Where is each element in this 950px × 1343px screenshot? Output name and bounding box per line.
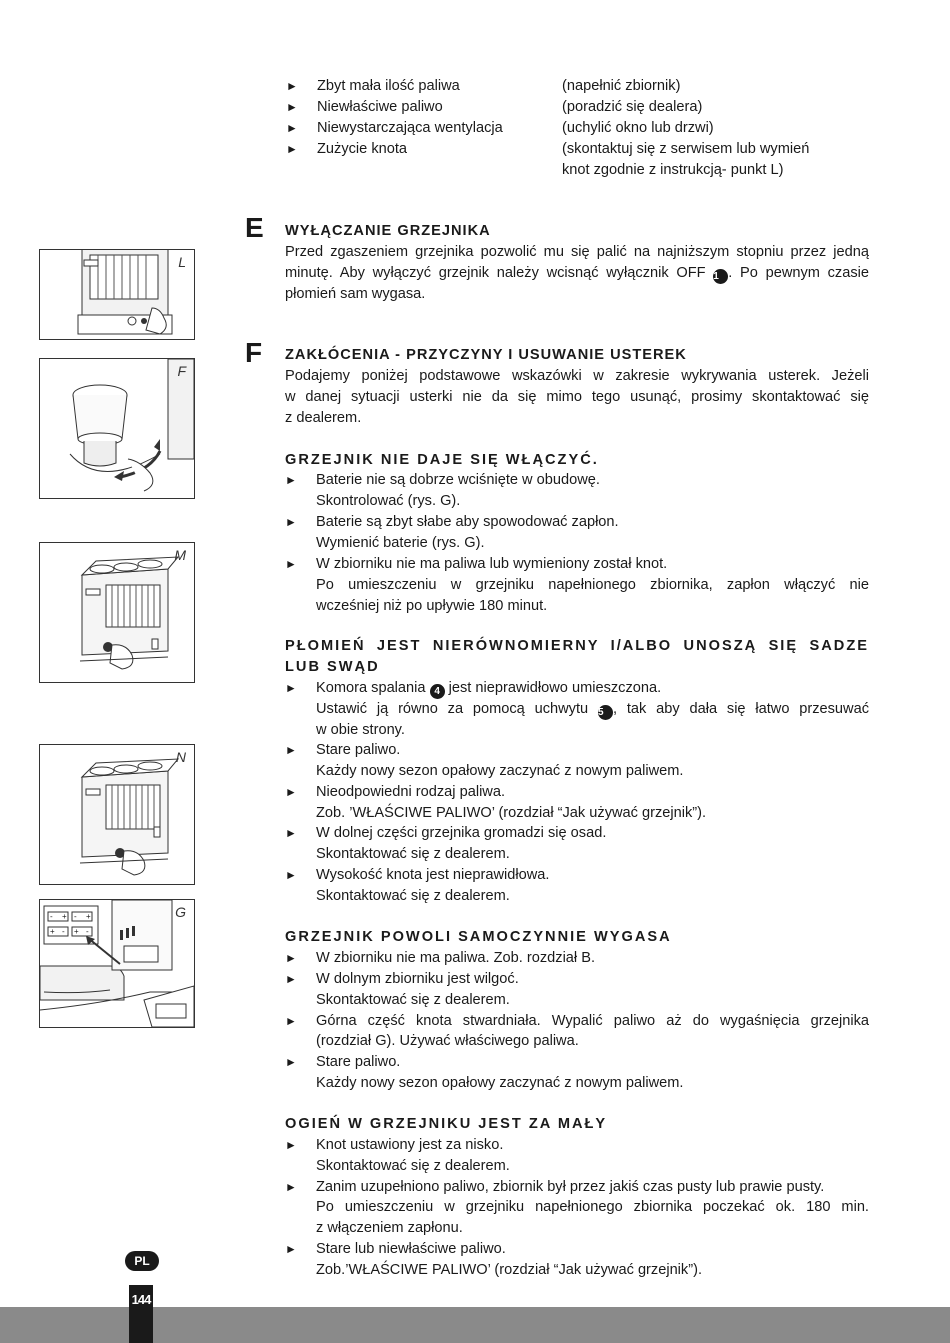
cause-text: Zużycie knota [317,141,408,157]
heater-illustration-l [40,250,194,339]
bullet-arrow-icon: ► [285,473,297,487]
figure-g [39,899,195,1028]
bullet-text: W dolnym zbiorniku jest wilgoć. [316,971,519,987]
bullet-subtext: Skontaktować się z dealerem. [316,846,510,862]
remedy-text: (uchylić okno lub drzwi) [562,120,714,136]
battery-plus-label: + [86,912,91,921]
bullet-text: Stare paliwo. [316,1054,401,1070]
battery-plus-label: + [62,912,67,921]
subsection-title: LUB SWĄD [285,659,380,675]
section-f-line: w danej sytuacji usterki nie da się mimo tego usunąć, prosimy skontaktować się [285,389,869,405]
bullet-arrow-icon: ► [285,1138,297,1152]
figure-label: F [177,363,186,379]
section-e-text: . Po pewnym czasie [728,265,870,281]
remedy-text: (napełnić zbiornik) [562,78,681,94]
subsection-title: GRZEJNIK POWOLI SAMOCZYNNIE WYGASA [285,929,672,945]
bullet-subtext: z włączeniem zapłonu. [316,1220,463,1236]
bullet-arrow-icon: ► [286,100,298,114]
battery-minus-label: - [74,912,77,921]
bullet-subtext: w obie strony. [316,722,405,738]
bullet-text: Nieodpowiedni rodzaj paliwa. [316,784,506,800]
figure-f [39,358,195,499]
bullet-arrow-icon: ► [285,515,297,529]
bullet-arrow-icon: ► [285,1242,297,1256]
figure-label: L [178,254,186,270]
bullet-text-part: , tak aby dała się łatwo przesuwać [612,701,870,717]
figure-label: N [175,749,186,765]
bullet-subtext: Zob.’WŁAŚCIWE PALIWO’ (rozdział “Jak używać grzejnik”). [316,1262,702,1278]
page-number: 144 [131,1292,151,1307]
bullet-text: W dolnej części grzejnika gromadzi się osad. [316,825,607,841]
bullet-subtext: (rozdział G). Używać właściwego paliwa. [316,1033,579,1049]
battery-minus-label: - [62,927,65,936]
subsection-title: PŁOMIEŃ JEST NIERÓWNOMIERNY I/ALBO UNOSZĄ SIĘ SADZE [285,638,869,654]
battery-minus-label: - [86,927,89,936]
bullet-subtext: Skontaktować się z dealerem. [316,1158,510,1174]
remedy-text: (skontaktuj się z serwisem lub wymień [562,141,810,157]
section-f-title: ZAKŁÓCENIA - PRZYCZYNY I USUWANIE USTEREK [285,347,687,363]
subsection-title: GRZEJNIK NIE DAJE SIĘ WŁĄCZYĆ. [285,452,599,468]
remedy-text: (poradzić się dealera) [562,99,703,115]
battery-plus-label: + [50,927,55,936]
figure-label: M [174,547,186,563]
subsection-title: OGIEŃ W GRZEJNIKU JEST ZA MAŁY [285,1116,608,1132]
section-e-text: minutę. Aby wyłączyć grzejnik należy wcisnąć wyłącznik OFF [285,265,706,281]
section-letter-e: E [245,212,264,243]
bullet-arrow-icon: ► [286,79,298,93]
bullet-subtext: Skontaktować się z dealerem. [316,992,510,1008]
cause-text: Niewłaściwe paliwo [317,99,443,115]
figure-l [39,249,195,340]
bullet-text-part: Komora spalania [316,680,426,696]
section-e-title: WYŁĄCZANIE GRZEJNIKA [285,223,491,239]
figure-m [39,542,195,683]
language-badge: PL [125,1251,159,1271]
bullet-subtext: Każdy nowy sezon opałowy zaczynać z nowym paliwem. [316,1075,684,1091]
bullet-arrow-icon: ► [286,121,298,135]
battery-minus-label: - [50,912,53,921]
bullet-text: Baterie są zbyt słabe aby spowodować zapłon. [316,514,619,530]
bullet-arrow-icon: ► [285,557,297,571]
bullet-text [316,678,661,699]
bullet-text: Górna część knota stwardniała. Wypalić paliwo aż do wygaśnięcia grzejnika [316,1013,869,1029]
bullet-arrow-icon: ► [286,142,298,156]
bullet-subtext: Każdy nowy sezon opałowy zaczynać z nowym paliwem. [316,763,684,779]
bullet-arrow-icon: ► [285,868,297,882]
remedy-text: knot zgodnie z instrukcją- punkt L) [562,162,784,178]
bullet-text: Zanim uzupełniono paliwo, zbiornik był przez jakiś czas pusty lub prawie pusty. [316,1179,825,1195]
bullet-text: Stare paliwo. [316,742,401,758]
bullet-subtext: Wymienić baterie (rys. G). [316,535,485,551]
bullet-text: Wysokość knota jest nieprawidłowa. [316,867,550,883]
figure-n [39,744,195,885]
bullet-text-part: jest nieprawidłowo umieszczona. [448,680,662,696]
bullet-subtext: Po umieszczeniu w grzejniku napełnionego zbiornika, zapłon włączyć nie [316,577,869,593]
main-column [285,0,869,1300]
section-e-line [285,263,869,284]
cause-text: Zbyt mała ilość paliwa [317,78,460,94]
bullet-text: W zbiorniku nie ma paliwa. Zob. rozdział B. [316,950,596,966]
section-e-line: płomień sam wygasa. [285,286,426,302]
bullet-text: Knot ustawiony jest za nisko. [316,1137,504,1153]
bullet-subtext: wcześniej niż po upływie 180 minut. [316,598,548,614]
bullet-arrow-icon: ► [285,972,297,986]
bullet-arrow-icon: ► [285,951,297,965]
heater-illustration-n [40,745,194,884]
bullet-arrow-icon: ► [285,785,297,799]
bullet-arrow-icon: ► [285,1055,297,1069]
figure-label: G [175,904,186,920]
callout-marker: 4 [430,684,445,699]
bullet-arrow-icon: ► [285,826,297,840]
bullet-subtext: Po umieszczeniu w grzejniku napełnionego zbiornika poczekać ok. 180 min. [316,1199,869,1215]
callout-marker: 1 [713,269,728,284]
section-letter-f: F [245,337,263,368]
bullet-subtext: Skontaktować się z dealerem. [316,888,510,904]
battery-plus-label: + [74,927,79,936]
bullet-subtext [316,699,869,720]
cause-text: Niewystarczająca wentylacja [317,120,503,136]
section-f-line: z dealerem. [285,410,362,426]
section-f-line: Podajemy poniżej podstawowe wskazówki w zakresie wykrywania usterek. Jeżeli [285,368,869,384]
bullet-arrow-icon: ► [285,1014,297,1028]
bullet-arrow-icon: ► [285,743,297,757]
callout-marker: 5 [598,705,613,720]
bullet-arrow-icon: ► [285,1180,297,1194]
bullet-text: Stare lub niewłaściwe paliwo. [316,1241,506,1257]
bullet-arrow-icon: ► [285,681,297,695]
bullet-text-part: Ustawić ją równo za pomocą uchwytu [316,701,589,717]
heater-illustration-m [40,543,194,682]
heater-illustration-f [40,359,194,498]
bullet-subtext: Skontrolować (rys. G). [316,493,461,509]
bullet-text: Baterie nie są dobrze wciśnięte w obudowę. [316,472,600,488]
bullet-text: W zbiorniku nie ma paliwa lub wymieniony został knot. [316,556,668,572]
section-e-line: Przed zgaszeniem grzejnika pozwolić mu się palić na najniższym stopniu przez jedną [285,244,869,260]
bullet-subtext: Zob. ’WŁAŚCIWE PALIWO’ (rozdział “Jak używać grzejnik”). [316,805,707,821]
